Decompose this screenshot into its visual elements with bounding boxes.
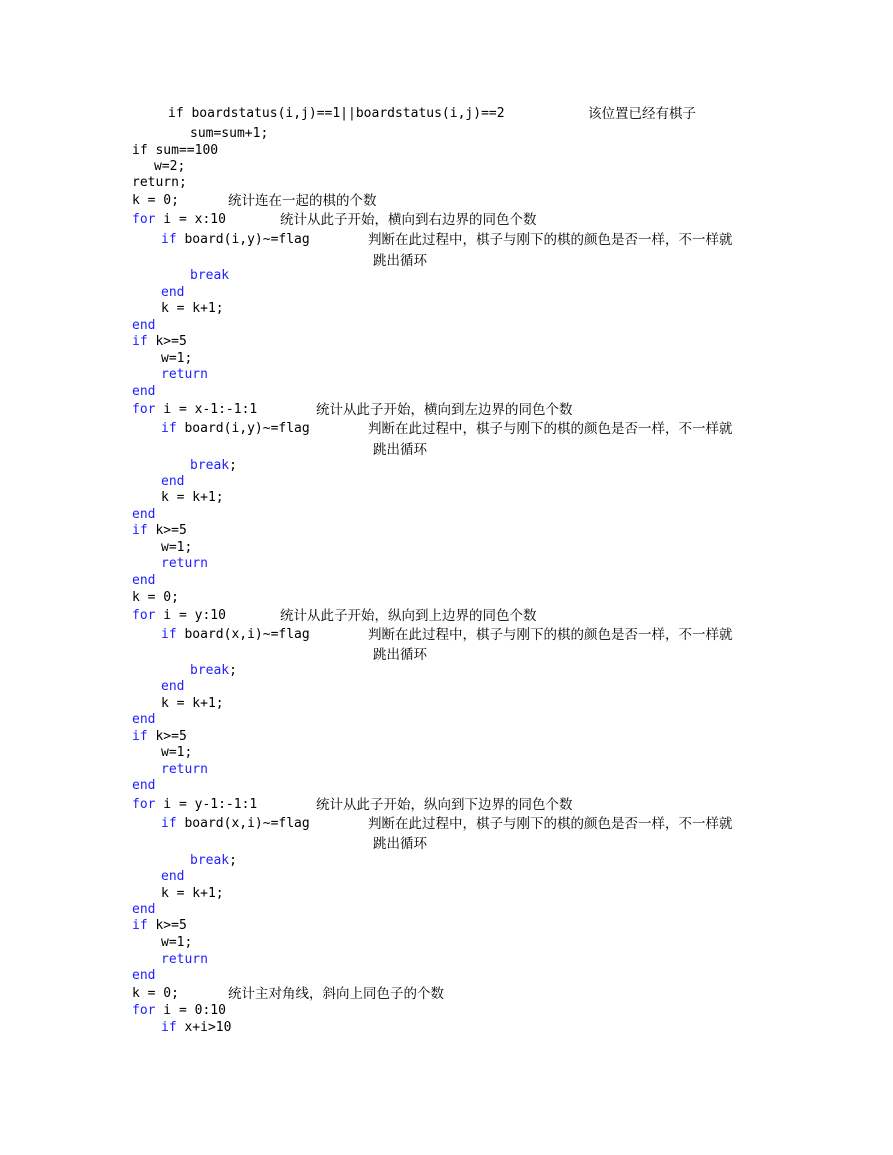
code-line (132, 918, 187, 934)
keyword: end (161, 679, 185, 694)
keyword: end (161, 474, 185, 489)
code-text: k>=5 (147, 334, 187, 349)
code-text: return; (132, 175, 187, 190)
keyword: end (132, 573, 156, 588)
code-line (132, 590, 179, 606)
code-text: ; (229, 458, 237, 473)
code-text: w=1; (161, 540, 193, 555)
code-line (190, 853, 237, 869)
code-line (161, 540, 192, 556)
keyword: for (132, 1003, 156, 1018)
code-text: board(i,y)~=flag (176, 421, 310, 436)
code-line (161, 696, 224, 712)
code-comment: 统计从此子开始，横向到右边界的同色个数 (280, 212, 537, 228)
keyword: for (132, 797, 156, 812)
code-line (132, 797, 257, 813)
code-line (132, 986, 179, 1002)
keyword: return (161, 762, 208, 777)
code-line (161, 762, 208, 778)
code-comment: 统计主对角线，斜向上同色子的个数 (228, 986, 444, 1002)
code-line (161, 285, 184, 301)
keyword: if (161, 627, 177, 642)
code-line (161, 679, 184, 695)
code-text: i = y:10 (155, 608, 226, 623)
keyword: end (132, 712, 156, 727)
code-line (132, 523, 187, 539)
keyword: if (132, 523, 148, 538)
keyword: end (161, 869, 185, 884)
code-line (161, 816, 310, 832)
code-text: k = k+1; (161, 301, 224, 316)
keyword: break (190, 268, 230, 283)
keyword: return (161, 952, 208, 967)
code-text: k = k+1; (161, 490, 224, 505)
code-line (190, 458, 237, 474)
code-line (161, 556, 208, 572)
code-line (132, 729, 187, 745)
code-text: sum=sum+1; (190, 126, 269, 141)
code-line (190, 663, 237, 679)
code-text: w=2; (154, 159, 186, 174)
code-text: k = 0; (132, 193, 179, 208)
code-line (132, 143, 218, 159)
code-text: i = x-1:-1:1 (155, 402, 258, 417)
keyword: if (161, 816, 177, 831)
code-text: board(x,i)~=flag (176, 816, 310, 831)
code-line (161, 1020, 231, 1036)
code-text: w=1; (161, 935, 193, 950)
code-line (190, 126, 268, 142)
code-line (132, 573, 155, 589)
code-comment: 该位置已经有棋子 (588, 106, 696, 122)
code-text: board(i,y)~=flag (176, 232, 310, 247)
code-line (132, 712, 155, 728)
code-line (161, 869, 184, 885)
code-line (132, 778, 155, 794)
code-line (161, 367, 208, 383)
keyword: end (132, 968, 156, 983)
keyword: if (132, 729, 148, 744)
keyword: if (161, 232, 177, 247)
code-line (132, 384, 155, 400)
code-text: if boardstatus(i,j)==1||boardstatus(i,j)==2 (168, 106, 505, 121)
code-text: k>=5 (147, 523, 187, 538)
code-text: k = k+1; (161, 696, 224, 711)
code-line (168, 106, 505, 122)
code-text: k>=5 (147, 918, 187, 933)
keyword: end (132, 318, 156, 333)
keyword: for (132, 212, 156, 227)
keyword: if (132, 334, 148, 349)
code-line (161, 351, 192, 367)
keyword: for (132, 402, 156, 417)
keyword: if (132, 918, 148, 933)
code-line (161, 745, 192, 761)
keyword: break (190, 853, 230, 868)
code-text: ; (229, 663, 237, 678)
code-line (161, 952, 208, 968)
code-comment-continuation: 跳出循环 (373, 647, 427, 663)
keyword: end (132, 507, 156, 522)
keyword: return (161, 556, 208, 571)
code-line (132, 507, 155, 523)
code-text: if sum==100 (132, 143, 219, 158)
keyword: end (161, 285, 185, 300)
code-line (132, 608, 226, 624)
keyword: for (132, 608, 156, 623)
keyword: break (190, 458, 230, 473)
code-comment: 判断在此过程中，棋子与刚下的棋的颜色是否一样，不一样就 (368, 816, 733, 832)
code-line (190, 268, 229, 284)
code-text: ; (229, 853, 237, 868)
keyword: return (161, 367, 208, 382)
keyword: end (132, 778, 156, 793)
code-text: i = x:10 (155, 212, 226, 227)
code-comment-continuation: 跳出循环 (373, 253, 427, 269)
code-text: k = k+1; (161, 886, 224, 901)
code-text: k = 0; (132, 986, 179, 1001)
keyword: if (161, 421, 177, 436)
code-line (132, 318, 155, 334)
code-line (161, 474, 184, 490)
code-line (132, 334, 187, 350)
code-line (132, 193, 179, 209)
code-comment: 判断在此过程中，棋子与刚下的棋的颜色是否一样，不一样就 (368, 421, 733, 437)
keyword: break (190, 663, 230, 678)
code-line (161, 301, 224, 317)
keyword: end (132, 384, 156, 399)
code-comment-continuation: 跳出循环 (373, 442, 427, 458)
code-line (132, 175, 187, 191)
code-text: board(x,i)~=flag (176, 627, 310, 642)
code-comment: 判断在此过程中，棋子与刚下的棋的颜色是否一样，不一样就 (368, 627, 733, 643)
code-line (161, 935, 192, 951)
code-text: i = 0:10 (155, 1003, 226, 1018)
code-comment: 统计从此子开始，纵向到上边界的同色个数 (280, 608, 537, 624)
code-line (161, 232, 310, 248)
code-line (161, 886, 224, 902)
code-comment: 判断在此过程中，棋子与刚下的棋的颜色是否一样，不一样就 (368, 232, 733, 248)
code-line (132, 212, 226, 228)
keyword: end (132, 902, 156, 917)
code-line (161, 490, 224, 506)
code-line (161, 627, 310, 643)
code-text: k = 0; (132, 590, 179, 605)
code-text: x+i>10 (176, 1020, 232, 1035)
code-text: i = y-1:-1:1 (155, 797, 258, 812)
code-text: w=1; (161, 745, 193, 760)
code-line (132, 902, 155, 918)
code-line (161, 421, 310, 437)
code-line (132, 402, 257, 418)
code-comment: 统计从此子开始，横向到左边界的同色个数 (316, 402, 573, 418)
code-comment-continuation: 跳出循环 (373, 836, 427, 852)
code-comment: 统计连在一起的棋的个数 (228, 193, 377, 209)
code-text: k>=5 (147, 729, 187, 744)
keyword: if (161, 1020, 177, 1035)
code-line (132, 1003, 226, 1019)
code-comment: 统计从此子开始，纵向到下边界的同色个数 (316, 797, 573, 813)
code-text: w=1; (161, 351, 193, 366)
code-line (154, 159, 185, 175)
code-line (132, 968, 155, 984)
